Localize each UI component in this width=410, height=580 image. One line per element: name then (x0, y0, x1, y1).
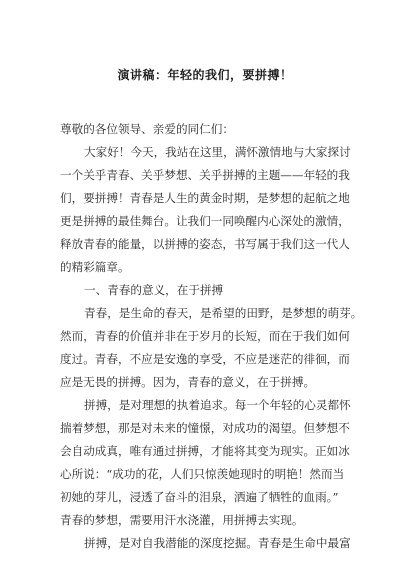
document-title: 演讲稿：年轻的我们，要拼搏！ (117, 68, 293, 82)
paragraph-line: 大家好！今天，我站在这里，满怀激情地与大家探讨 (84, 145, 351, 159)
paragraph-line: 应是无畏的拼搏。因为，青春的意义，在于拼搏。 (60, 375, 316, 389)
paragraph-line: 青春的梦想，需要用汗水浇灌，用拼搏去实现。 (60, 513, 304, 527)
paragraph-line: 初她的芽儿，浸透了奋斗的泪泉，洒遍了牺牲的血雨。” (60, 490, 339, 504)
paragraph-line: 度过。青春，不应是安逸的享受，不应是迷茫的徘徊，而 (60, 352, 350, 366)
paragraph-line: 青春，是生命的春天，是希望的田野，是梦想的萌芽。 (84, 306, 363, 320)
paragraph-line: 拼搏，是对自我潜能的深度挖掘。青春是生命中最富 (84, 536, 351, 550)
paragraph-line: 揣着梦想，那是对未来的憧憬，对成功的渴望。但梦想不 (60, 421, 350, 435)
paragraph-line: 的精彩篇章。 (60, 260, 130, 274)
paragraph-line: 心所说：“成功的花，人们只惊羡她现时的明艳！然而当 (60, 467, 345, 481)
paragraph-line: 释放青春的能量，以拼搏的姿态，书写属于我们这一代人 (60, 237, 350, 251)
paragraph-line: 们，要拼搏！青春是人生的黄金时期，是梦想的起航之地 (60, 191, 350, 205)
section-heading: 一、青春的意义，在于拼搏 (84, 283, 224, 297)
salutation: 尊敬的各位领导、亲爱的同仁们： (60, 122, 234, 136)
paragraph-line: 更是拼搏的最佳舞台。让我们一同唤醒内心深处的激情， (60, 214, 350, 228)
paragraph-line: 拼搏，是对理想的执着追求。每一个年轻的心灵都怀 (84, 398, 351, 412)
paragraph-line: 一个关乎青春、关乎梦想、关乎拼搏的主题——年轻的我 (60, 168, 350, 182)
paragraph-line: 然而，青春的价值并非在于岁月的长短，而在于我们如何 (60, 329, 350, 343)
paragraph-line: 会自动成真，唯有通过拼搏，才能将其变为现实。正如冰 (60, 444, 350, 458)
